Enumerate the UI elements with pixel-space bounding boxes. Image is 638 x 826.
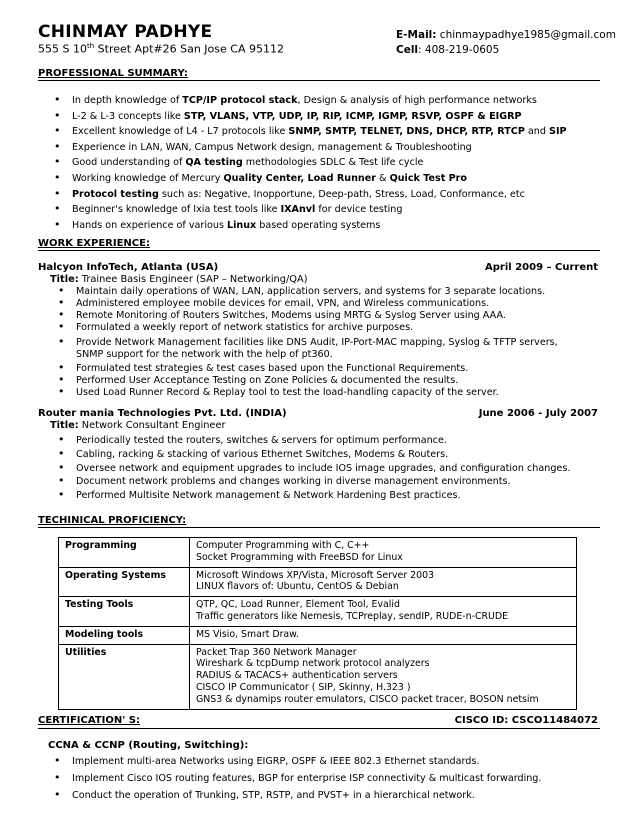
duty-item: • Document network problems and changes working in diverse management environments. — [52, 475, 600, 489]
table-row — [59, 644, 577, 709]
certification-list — [48, 753, 608, 804]
summary-item: • L-2 & L-3 concepts like STP, VLANS, VTP, UDP, IP, RIP, ICMP, IGMP, RSVP, OSPF & EIGRP — [48, 109, 608, 125]
duty-item: • Oversee network and equipment upgrades to include IOS image upgrades, and configuration changes. — [52, 462, 600, 476]
summary-item: • Experience in LAN, WAN, Campus Network design, management & Troubleshooting — [48, 140, 608, 156]
certification-item: • Conduct the operation of Trunking, STP, RSTP, and PVST+ in a hierarchical network. — [48, 787, 608, 804]
summary-item: • Excellent knowledge of L4 - L7 protocols like SNMP, SMTP, TELNET, DNS, DHCP, RTP, RTCP and SIP — [48, 124, 608, 140]
table-row — [59, 626, 577, 644]
skill-category: Operating Systems — [59, 567, 190, 597]
job-dates: June 2006 - July 2007 — [478, 408, 598, 419]
certification-item: • Implement multi-area Networks using EIGRP, OSPF & IEEE 802.3 Ethernet standards. — [48, 753, 608, 770]
job-company: Router mania Technologies Pvt. Ltd. (INDIA) — [38, 408, 287, 419]
cisco-id: CISCO ID: CSCO11484072 — [454, 715, 598, 726]
skill-details: QTP, QC, Load Runner, Element Tool, Evalid Traffic generators like Nemesis, TCPreplay, sendIP, RUDE-n-CRUDE — [190, 597, 577, 627]
duty-item: • Provide Network Management facilities like DNS Audit, IP-Port-MAC mapping, Syslog & TFTP servers, SNMP support for the network with the help of pt360. — [52, 337, 572, 361]
certification-item: • Implement Cisco IOS routing features, BGP for enterprise ISP connectivity & multicast forwarding. — [48, 770, 608, 787]
certification-divider — [38, 728, 600, 729]
summary-item: • Hands on experience of various Linux based operating systems — [48, 218, 608, 234]
duty-item: • Periodically tested the routers, switches & servers for optimum performance. — [52, 434, 600, 448]
skill-category: Utilities — [59, 644, 190, 709]
duty-item: • Performed User Acceptance Testing on Zone Policies & documented the results. — [52, 375, 572, 387]
table-row — [59, 538, 577, 568]
email-line: E-Mail: chinmaypadhye1985@gmail.com — [396, 29, 616, 41]
skill-category: Testing Tools — [59, 597, 190, 627]
experience-heading: WORK EXPERIENCE: — [38, 238, 600, 251]
job-routermania-duties — [52, 434, 600, 503]
job-company: Halcyon InfoTech, Atlanta (USA) — [38, 262, 219, 273]
cell-line: Cell: 408-219-0605 — [396, 44, 500, 56]
job-dates: April 2009 – Current — [485, 262, 598, 273]
candidate-address: 555 S 10th Street Apt#26 San Jose CA 95112 — [38, 42, 284, 56]
cell-number: : 408-219-0605 — [418, 44, 500, 56]
candidate-name: CHINMAY PADHYE — [38, 22, 213, 42]
job-routermania — [38, 408, 598, 419]
certification-heading: CERTIFICATION' S: — [38, 715, 140, 726]
duty-item: • Remote Monitoring of Routers Switches, Modems using MRTG & Syslog Server using AAA. — [52, 310, 572, 322]
job-title: Title: Trainee Basis Engineer (SAP – Networking/QA) — [50, 274, 308, 285]
duty-item: • Formulated test strategies & test cases based upon the Functional Requirements. — [52, 363, 572, 375]
contact-block — [396, 28, 616, 58]
skill-details: Microsoft Windows XP/Vista, Microsoft Server 2003 LINUX flavors of: Ubuntu, CentOS & Debian — [190, 567, 577, 597]
summary-list — [48, 93, 608, 233]
summary-item: • Protocol testing such as: Negative, Inopportune, Deep-path, Stress, Load, Conformance, etc — [48, 187, 608, 203]
job-title: Title: Network Consultant Engineer — [50, 420, 226, 431]
skill-details: MS Visio, Smart Draw. — [190, 626, 577, 644]
proficiency-heading: TECHINICAL PROFICIENCY: — [38, 515, 600, 528]
email-address: chinmaypadhye1985@gmail.com — [436, 29, 616, 41]
skill-category: Programming — [59, 538, 190, 568]
summary-item: • Working knowledge of Mercury Quality Center, Load Runner & Quick Test Pro — [48, 171, 608, 187]
duty-item: • Performed Multisite Network management & Network Hardening Best practices. — [52, 489, 600, 503]
duty-item: • Used Load Runner Record & Replay tool to test the load-handling capacity of the server. — [52, 387, 572, 399]
duty-item: • Formulated a weekly report of network statistics for archive purposes. — [52, 322, 572, 334]
summary-item: • In depth knowledge of TCP/IP protocol stack, Design & analysis of high performance networks — [48, 93, 608, 109]
duty-item: • Cabling, racking & stacking of various Ethernet Switches, Modems & Routers. — [52, 448, 600, 462]
skill-category: Modeling tools — [59, 626, 190, 644]
duty-item: • Administered employee mobile devices for email, VPN, and Wireless communications. — [52, 298, 572, 310]
table-row — [59, 567, 577, 597]
certification-subheading: CCNA & CCNP (Routing, Switching): — [48, 740, 249, 751]
skill-details: Packet Trap 360 Network Manager Wireshark & tcpDump network protocol analyzers RADIUS & TACACS+ authentication servers CISCO IP Communicator ( SIP, Skinny, H.323 ) GNS3 & dynamips router emulators, CISCO packet tracer, BOSON netsim — [190, 644, 577, 709]
summary-item: • Beginner's knowledge of Ixia test tools like IXAnvl for device testing — [48, 202, 608, 218]
job-halcyon-duties — [52, 286, 572, 399]
summary-item: • Good understanding of QA testing methodologies SDLC & Test life cycle — [48, 155, 608, 171]
table-row — [59, 597, 577, 627]
proficiency-table — [58, 537, 577, 710]
skill-details: Computer Programming with C, C++ Socket Programming with FreeBSD for Linux — [190, 538, 577, 568]
duty-item: • Maintain daily operations of WAN, LAN, application servers, and systems for 3 separate locations. — [52, 286, 572, 298]
job-halcyon — [38, 262, 598, 273]
summary-heading: PROFESSIONAL SUMMARY: — [38, 68, 600, 81]
